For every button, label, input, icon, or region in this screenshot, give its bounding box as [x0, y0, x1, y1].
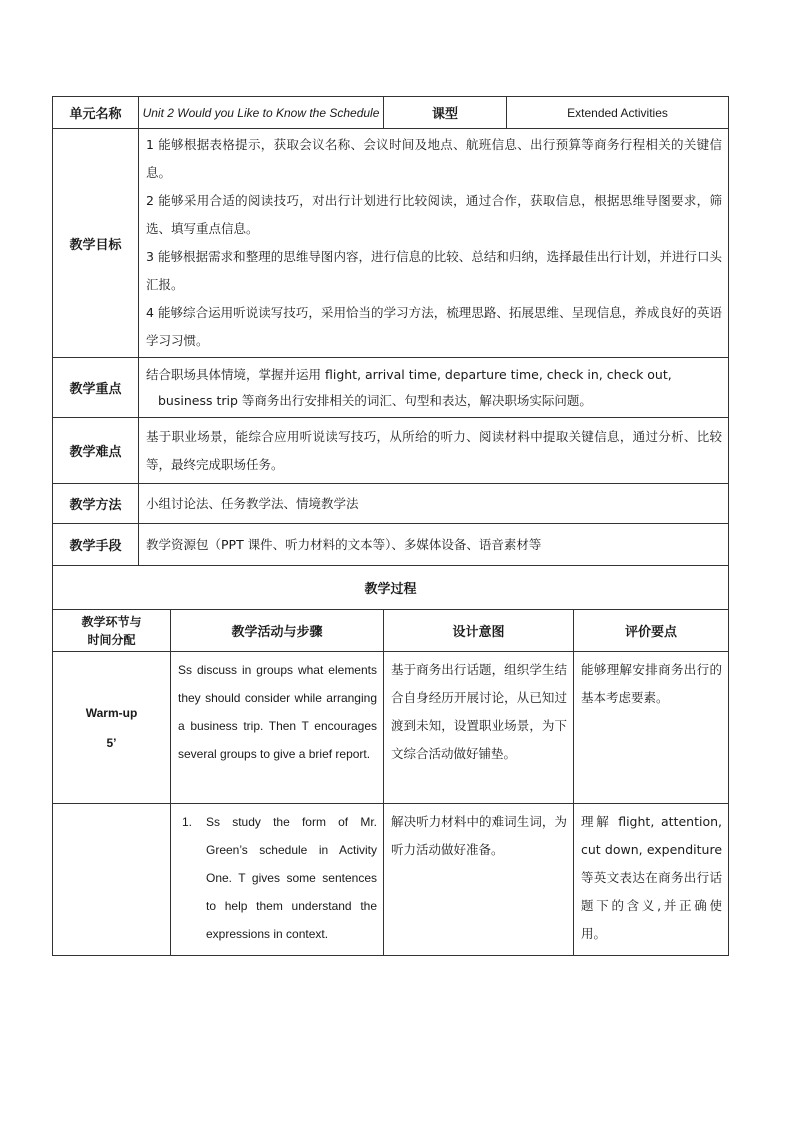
evaluation-cell: 理解 flight, attention, cut down, expenditure 等英文表达在商务出行话题下的含义,并正确使用。: [574, 804, 729, 956]
col-activity-header: 教学活动与步骤: [171, 610, 384, 652]
difficult-points-content: 基于职业场景，能综合应用听说读写技巧，从所给的听力、阅读材料中提取关键信息，通过分析、比较等，最终完成职场任务。: [139, 418, 729, 484]
key-points-content: [139, 358, 729, 418]
activity-number: 1.: [182, 815, 193, 829]
stage-cell: [53, 652, 171, 804]
process-title: 教学过程: [53, 566, 729, 610]
activity-cell: Ss discuss in groups what elements they should consider while arranging a business trip. Then T encourages several groups to give a brief report.: [171, 652, 384, 804]
activity-cell: [171, 804, 384, 956]
means-row: [53, 524, 729, 566]
goals-label: 教学目标: [53, 129, 139, 358]
goal-item: 1 能够根据表格提示，获取会议名称、会议时间及地点、航班信息、出行预算等商务行程相关的关键信息。: [146, 137, 723, 180]
goals-row: [53, 129, 729, 358]
unit-name: Unit 2 Would you Like to Know the Schedule: [139, 97, 384, 129]
activity-text: Ss study the form of Mr. Green’s schedule in Activity One. T gives some sentences to help them understand the expressions in context.: [206, 815, 377, 941]
methods-content: 小组讨论法、任务教学法、情境教学法: [139, 484, 729, 524]
methods-row: [53, 484, 729, 524]
goal-item: 4 能够综合运用听说读写技巧，采用恰当的学习方法，梳理思路、拓展思维、呈现信息，养成良好的英语学习习惯。: [146, 305, 723, 348]
key-points-line2: business trip 等商务出行安排相关的词汇、句型和表达，解决职场实际问题。: [158, 392, 592, 408]
key-points-line1: 结合职场具体情境，掌握并运用 flight, arrival time, departure time, check in, check out,: [146, 366, 672, 382]
means-content: 教学资源包（PPT 课件、听力材料的文本等）、多媒体设备、语音素材等: [139, 524, 729, 566]
lesson-plan-table: [52, 96, 729, 956]
col-evaluation-header: 评价要点: [574, 610, 729, 652]
stage-time: 5’: [106, 735, 117, 750]
process-header-row: [53, 610, 729, 652]
difficult-points-label: 教学难点: [53, 418, 139, 484]
header-row: [53, 97, 729, 129]
type-label: 课型: [384, 97, 507, 129]
stage-cell: [53, 804, 171, 956]
stage-name: Warm-up: [85, 705, 138, 720]
type-value: Extended Activities: [507, 97, 729, 129]
unit-label: 单元名称: [53, 97, 139, 129]
col-intent-header: 设计意图: [384, 610, 574, 652]
goals-content: [139, 129, 729, 358]
table-row: [53, 652, 729, 804]
col-stage-header: 教学环节与 时间分配: [53, 610, 171, 652]
key-points-row: [53, 358, 729, 418]
difficult-points-row: [53, 418, 729, 484]
table-row: [53, 804, 729, 956]
goal-item: 2 能够采用合适的阅读技巧，对出行计划进行比较阅读，通过合作，获取信息，根据思维导图要求，筛选、填写重点信息。: [146, 193, 723, 236]
evaluation-cell: 能够理解安排商务出行的基本考虑要素。: [574, 652, 729, 804]
process-title-row: [53, 566, 729, 610]
intent-cell: 基于商务出行话题，组织学生结合自身经历开展讨论，从已知过渡到未知，设置职业场景，为下文综合活动做好铺垫。: [384, 652, 574, 804]
intent-cell: 解决听力材料中的难词生词，为听力活动做好准备。: [384, 804, 574, 956]
methods-label: 教学方法: [53, 484, 139, 524]
means-label: 教学手段: [53, 524, 139, 566]
key-points-label: 教学重点: [53, 358, 139, 418]
goal-item: 3 能够根据需求和整理的思维导图内容，进行信息的比较、总结和归纳，选择最佳出行计划，并进行口头汇报。: [146, 249, 723, 292]
